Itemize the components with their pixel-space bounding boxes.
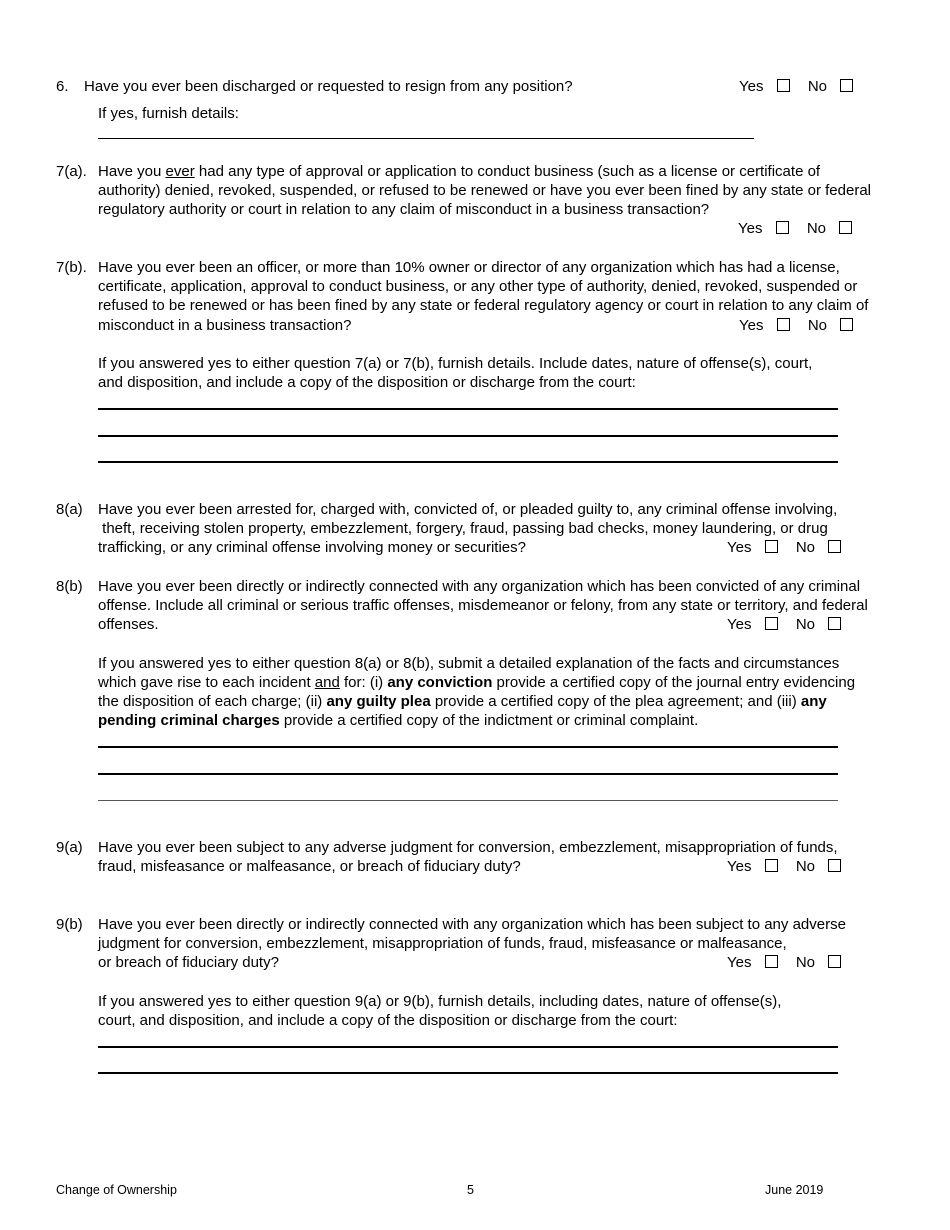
q6-no-checkbox[interactable] [840, 79, 853, 92]
no-label: No [807, 78, 828, 95]
q8a-line1: Have you ever been arrested for, charged with, convicted of, or pleaded guilty to, any criminal offense involving, [98, 501, 838, 518]
no-label: No [806, 220, 827, 237]
q7a-yes-checkbox[interactable] [776, 221, 789, 234]
q7b-line2: certificate, application, approval to conduct business, or any other type of authority, denied, revoked, suspended or [98, 278, 858, 295]
yes-label: Yes [739, 78, 764, 95]
q8-details-line1: If you answered yes to either question 8(a) or 8(b), submit a detailed explanation of the facts and circumstances [98, 655, 840, 672]
q7a-no-checkbox[interactable] [839, 221, 852, 234]
q9a-line1: Have you ever been subject to any adverse judgment for conversion, embezzlement, misappropriation of funds, [98, 839, 838, 856]
q6-yes-no [739, 77, 853, 97]
q6-details-label: If yes, furnish details: [98, 105, 239, 122]
q7a-number: 7(a). [56, 163, 87, 180]
q8a-line2: theft, receiving stolen property, embezzlement, forgery, fraud, passing bad checks, money laundering, or drug [98, 520, 828, 537]
q7-answer-line-1[interactable] [98, 408, 838, 410]
q9b-no-checkbox[interactable] [828, 955, 841, 968]
q9b-line1: Have you ever been directly or indirectly connected with any organization which has been subject to any adverse [98, 916, 846, 933]
q6-number: 6. [56, 78, 69, 95]
q7b-number: 7(b). [56, 259, 87, 276]
q7b-line3: refused to be renewed or has been fined by any state or federal regulatory agency or court in relation to any claim of [98, 297, 869, 314]
q9b-number: 9(b) [56, 916, 83, 933]
q9b-yes-checkbox[interactable] [765, 955, 778, 968]
q7a-line2: authority) denied, revoked, suspended, or refused to be renewed or have you ever been fined by any state or federal [98, 182, 871, 199]
q7-details-line1: If you answered yes to either question 7(a) or 7(b), furnish details. Include dates, nature of offense(s), court, [98, 355, 813, 372]
q9-answer-line-2[interactable] [98, 1072, 838, 1074]
q9a-number: 9(a) [56, 839, 83, 856]
q8b-line1: Have you ever been directly or indirectly connected with any organization which has been convicted of any criminal [98, 578, 861, 595]
q6-details-line[interactable] [98, 138, 754, 139]
q6-yes-checkbox[interactable] [777, 79, 790, 92]
q9a-line2: fraud, misfeasance or malfeasance, or breach of fiduciary duty? [98, 858, 521, 875]
yes-label: Yes [727, 616, 752, 633]
q7-details-line2: and disposition, and include a copy of the disposition or discharge from the court: [98, 374, 636, 391]
q8-details-line2: which gave rise to each incident and for: (i) any conviction provide a certified copy of the journal entry evidencing [98, 674, 856, 691]
no-label: No [795, 616, 816, 633]
q9b-yes-no [727, 953, 841, 973]
q7a-line3: regulatory authority or court in relation to any claim of misconduct in a business transaction? [98, 201, 710, 218]
q7b-yes-checkbox[interactable] [777, 318, 790, 331]
no-label: No [795, 954, 816, 971]
yes-label: Yes [739, 317, 764, 334]
yes-label: Yes [738, 220, 763, 237]
q9a-no-checkbox[interactable] [828, 859, 841, 872]
q8-answer-line-2[interactable] [98, 773, 838, 775]
q8b-line2: offense. Include all criminal or serious traffic offenses, misdemeanor or felony, from any state or territory, and federal [98, 597, 868, 614]
yes-label: Yes [727, 539, 752, 556]
q7a-yes-no [738, 219, 852, 239]
q7b-line4: misconduct in a business transaction? [98, 317, 352, 334]
q8b-yes-no [727, 615, 841, 635]
q8-answer-line-3[interactable] [98, 800, 838, 801]
footer-date: June 2019 [765, 1183, 824, 1197]
q8-details-line4: pending criminal charges provide a certified copy of the indictment or criminal complaint. [98, 712, 699, 729]
q9a-yes-no [727, 857, 841, 877]
q8a-yes-no [727, 538, 841, 558]
no-label: No [807, 317, 828, 334]
q6-text: Have you ever been discharged or requested to resign from any position? [84, 78, 573, 95]
q7b-line1: Have you ever been an officer, or more than 10% owner or director of any organization which has had a license, [98, 259, 840, 276]
no-label: No [795, 539, 816, 556]
q8b-line3: offenses. [98, 616, 159, 633]
no-label: No [795, 858, 816, 875]
footer-page-number: 5 [467, 1183, 474, 1197]
q8-answer-line-1[interactable] [98, 746, 838, 748]
q7a-line1: Have you ever had any type of approval or application to conduct business (such as a license or certificate of [98, 163, 821, 180]
q9-answer-line-1[interactable] [98, 1046, 838, 1048]
q9-details-line1: If you answered yes to either question 9(a) or 9(b), furnish details, including dates, nature of offense(s), [98, 993, 782, 1010]
q7b-no-checkbox[interactable] [840, 318, 853, 331]
q9-details-line2: court, and disposition, and include a copy of the disposition or discharge from the court: [98, 1012, 678, 1029]
q7b-yes-no [739, 316, 853, 336]
q7-answer-line-3[interactable] [98, 461, 838, 463]
q8b-yes-checkbox[interactable] [765, 617, 778, 630]
q9a-yes-checkbox[interactable] [765, 859, 778, 872]
yes-label: Yes [727, 954, 752, 971]
footer-title: Change of Ownership [56, 1183, 177, 1197]
q9b-line3: or breach of fiduciary duty? [98, 954, 279, 971]
q8a-line3: trafficking, or any criminal offense involving money or securities? [98, 539, 526, 556]
q8a-no-checkbox[interactable] [828, 540, 841, 553]
yes-label: Yes [727, 858, 752, 875]
q8-details-line3: the disposition of each charge; (ii) any guilty plea provide a certified copy of the plea agreement; and (iii) any [98, 693, 827, 710]
q8a-yes-checkbox[interactable] [765, 540, 778, 553]
q8b-number: 8(b) [56, 578, 83, 595]
q8b-no-checkbox[interactable] [828, 617, 841, 630]
q7-answer-line-2[interactable] [98, 435, 838, 437]
q9b-line2: judgment for conversion, embezzlement, misappropriation of funds, fraud, misfeasance or malfeasance, [98, 935, 787, 952]
q8a-number: 8(a) [56, 501, 83, 518]
